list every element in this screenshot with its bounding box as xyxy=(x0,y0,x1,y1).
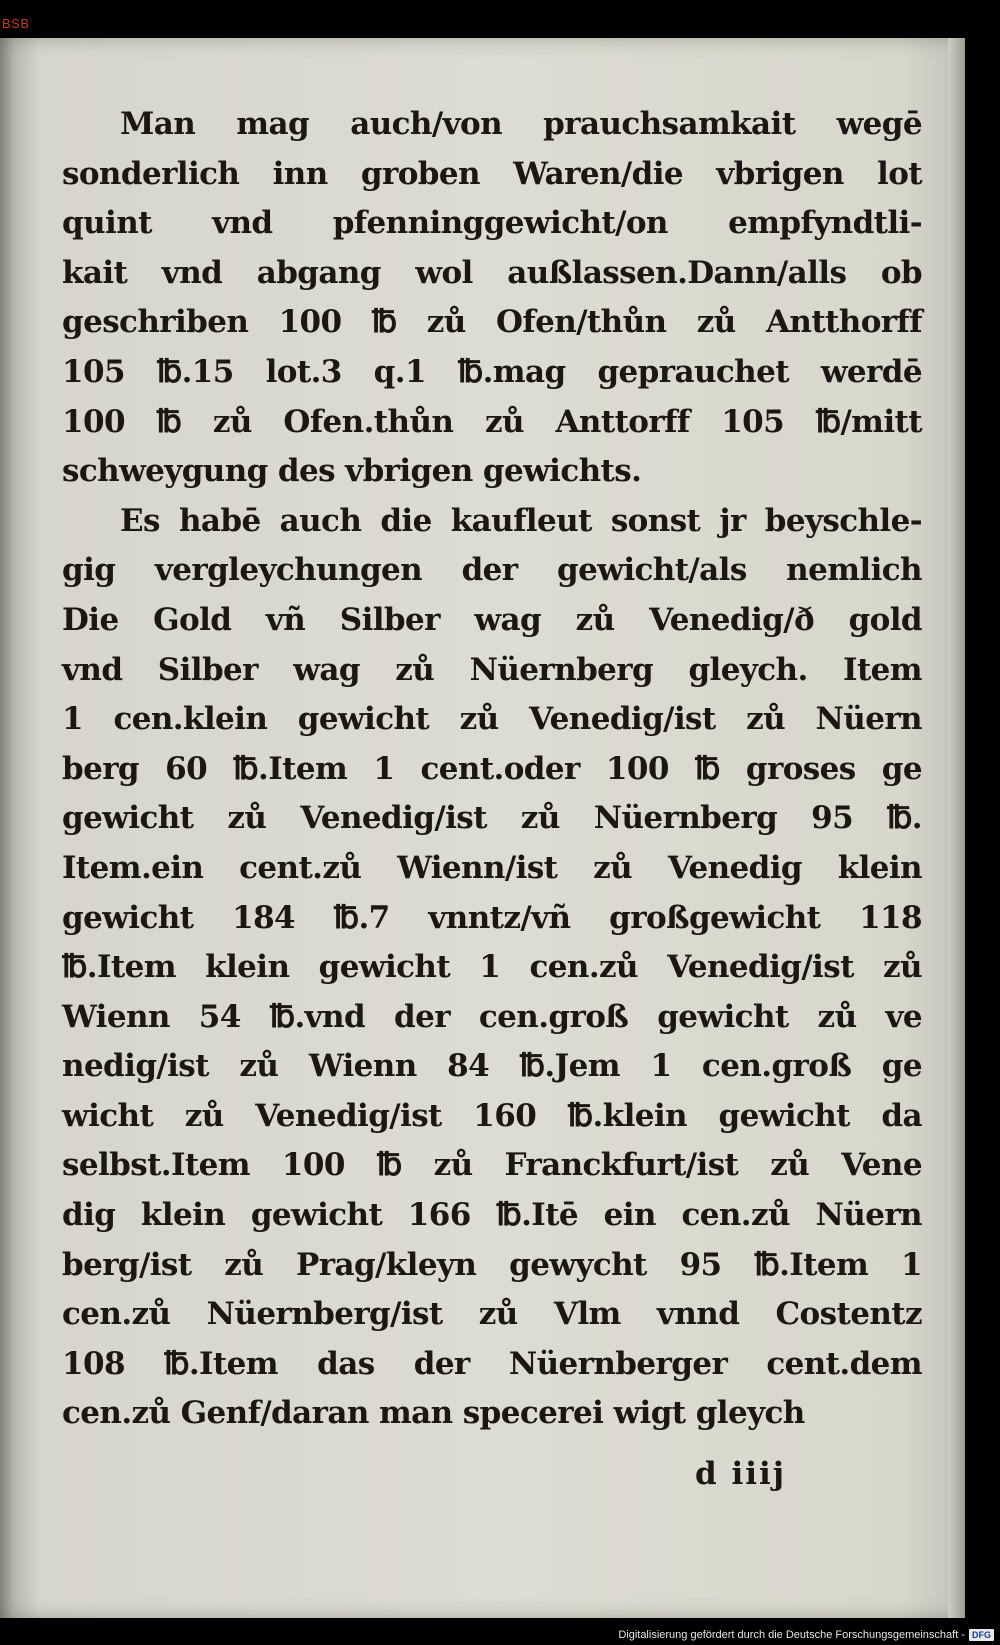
text-line: schweygung des vbrigen gewichts. xyxy=(62,453,642,490)
text-block xyxy=(62,100,922,1439)
text-line: 1 cen.klein gewicht zů Venedig/ist zů Nüern xyxy=(62,701,922,738)
page-edge xyxy=(948,38,965,1618)
text-line: berg/ist zů Prag/kleyn gewycht 95 ℔.Item 1 xyxy=(62,1246,922,1283)
text-line: Die Gold vñ Silber wag zů Venedig/ð gold xyxy=(62,601,922,638)
text-line: cen.zů Genf/daran man specerei wigt gleych xyxy=(62,1395,805,1432)
text-line: gewicht zů Venedig/ist zů Nüernberg 95 ℔. xyxy=(62,800,922,837)
text-line: kait vnd abgang wol außlassen.Dann/alls ob xyxy=(62,254,922,291)
text-line: gig vergleychungen der gewicht/als nemlich xyxy=(62,552,922,589)
footer-credit-text: Digitalisierung gefördert durch die Deutsche Forschungsgemeinschaft - xyxy=(618,1629,965,1641)
footer-credit xyxy=(618,1629,994,1641)
library-mark: BSB xyxy=(2,16,30,31)
text-line: gewicht 184 ℔.7 vnntz/vñ großgewicht 118 xyxy=(62,899,922,936)
dfg-logo: DFG xyxy=(969,1629,994,1641)
text-line: quint vnd pfenninggewicht/on empfyndtli- xyxy=(62,205,922,242)
text-line: Wienn 54 ℔.vnd der cen.groß gewicht zů ve xyxy=(62,998,922,1035)
text-line: 105 ℔.15 lot.3 q.1 ℔.mag geprauchet werdē xyxy=(62,353,922,390)
text-line: cen.zů Nüernberg/ist zů Vlm vnnd Costentz xyxy=(62,1296,922,1333)
text-line: dig klein gewicht 166 ℔.Itē ein cen.zů Nüern xyxy=(62,1197,922,1234)
text-line: selbst.Item 100 ℔ zů Franckfurt/ist zů Vene xyxy=(62,1147,922,1184)
signature-mark: d iiij xyxy=(695,1456,787,1492)
text-line: geschriben 100 ℔ zů Ofen/thůn zů Antthorff xyxy=(62,304,922,341)
text-line: sonderlich inn groben Waren/die vbrigen lot xyxy=(62,155,922,192)
text-line: Item.ein cent.zů Wienn/ist zů Venedig klein xyxy=(62,849,922,886)
book-page xyxy=(0,38,965,1618)
text-line: vnd Silber wag zů Nüernberg gleych. Item xyxy=(62,651,922,688)
text-line: wicht zů Venedig/ist 160 ℔.klein gewicht da xyxy=(62,1097,922,1134)
text-line: ℔.Item klein gewicht 1 cen.zů Venedig/ist zů xyxy=(62,949,922,986)
text-line: berg 60 ℔.Item 1 cent.oder 100 ℔ groses ge xyxy=(62,750,922,787)
text-line: Man mag auch/von prauchsamkait wegē xyxy=(120,106,922,142)
text-line: nedig/ist zů Wienn 84 ℔.Jem 1 cen.groß ge xyxy=(62,1048,922,1085)
text-line: Es habē auch die kaufleut sonst jr beyschle- xyxy=(120,502,922,539)
text-line: 108 ℔.Item das der Nüernberger cent.dem xyxy=(62,1345,922,1382)
text-line: 100 ℔ zů Ofen.thůn zů Anttorff 105 ℔/mitt xyxy=(62,403,922,440)
